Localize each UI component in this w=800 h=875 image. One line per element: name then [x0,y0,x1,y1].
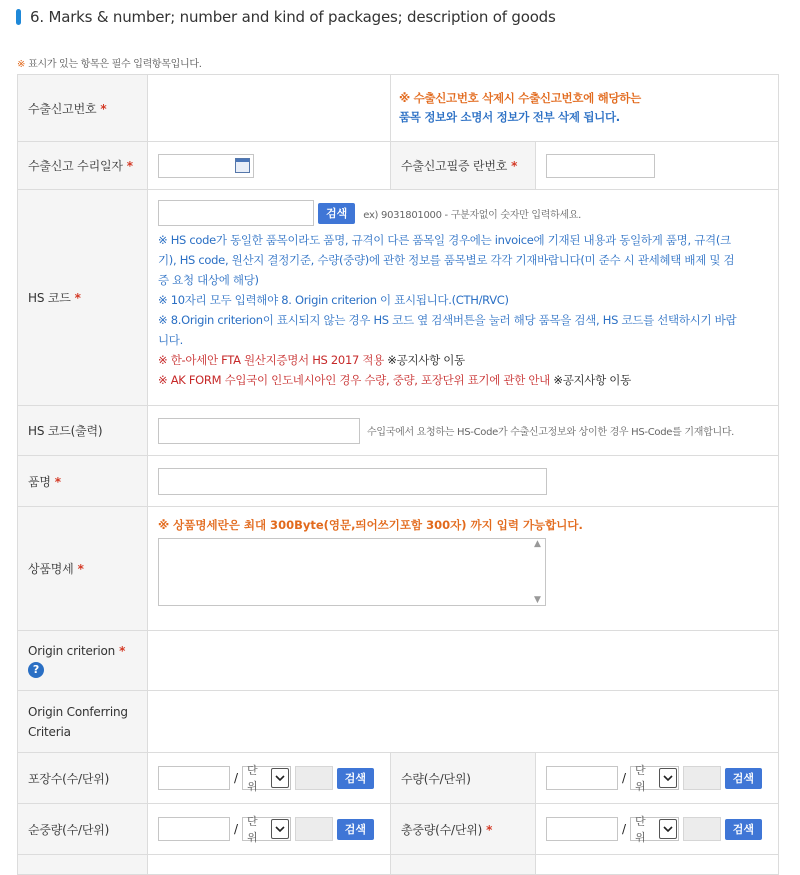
row-description [18,507,779,631]
label-origin-criterion: Origin criterion * ? [18,631,148,691]
chevron-down-icon [275,826,285,832]
hs-code-input[interactable] [158,200,314,226]
required-note-text: 표시가 있는 항목은 필수 입력항목입니다. [28,59,202,70]
row-origin-criterion [18,631,779,691]
label-hs-code: HS 코드 * [18,190,148,406]
help-icon[interactable]: ? [28,662,44,678]
description-cell [148,507,779,631]
quantity-search-button[interactable]: 검색 [725,768,762,789]
hs-note-1: ※ HS code가 동일한 품목이라도 품명, 규격이 다른 품목일 경우에는 invoice에 기재된 내용과 동일하게 품명, 규격(크 [158,233,731,247]
label-origin-conferring: Origin Conferring Criteria [18,691,148,753]
item-no-input[interactable] [546,154,655,178]
label-packages: 포장수(수/단위) [18,753,148,804]
row-accept-date [18,142,779,190]
required-note [17,55,202,70]
chevron-down-icon [663,826,673,832]
label-description: 상품명세 * [18,507,148,631]
export-no-note-1: ※ 수출신고번호 삭제시 수출신고번호에 해당하는 [399,91,641,105]
item-name-input[interactable] [158,468,547,495]
chevron-down-icon [275,775,285,781]
net-weight-input[interactable] [158,817,230,841]
net-weight-cell: / 단위 검색 [148,804,391,855]
gross-weight-unit-select[interactable]: 단위 [630,817,679,841]
label-next-partial [18,855,148,875]
packages-search-button[interactable]: 검색 [337,768,374,789]
row-next-partial [18,855,779,875]
gross-weight-input[interactable] [546,817,618,841]
scroll-up-icon[interactable]: ▲ [534,539,541,549]
packages-cell: / 단위 검색 [148,753,391,804]
label-quantity: 수량(수/단위) [391,753,536,804]
export-no-notice [391,75,779,142]
label-net-weight: 순중량(수/단위) [18,804,148,855]
section-title [16,6,556,28]
net-weight-unit-code [295,817,333,841]
gross-weight-unit-code [683,817,721,841]
hs-code-example: ex) 9031801000 - 구분자없이 숫자만 입력하세요. [363,209,582,221]
goods-form-table [17,74,779,875]
hs-red-note-1: ※ 한-아세안 FTA 원산지증명서 HS 2017 적용 ※공지사항 이동 [158,353,465,367]
hs-note-6: 니다. [158,333,183,347]
export-no-note-2: 품목 정보와 소명서 정보가 전부 삭제 됩니다. [399,110,620,124]
hs-note-3: 증 요청 대상에 해당) [158,273,259,287]
description-notice: ※ 상품명세란은 최대 300Byte(영문,띄어쓰기포함 300자) 까지 입력 가능합니다. [158,518,583,532]
label-export-no: 수출신고번호 * [18,75,148,142]
gross-weight-cell: / 단위 검색 [536,804,779,855]
gross-weight-search-button[interactable]: 검색 [725,819,762,840]
label-item-no: 수출신고필증 란번호 * [391,142,536,190]
quantity-count-input[interactable] [546,766,618,790]
hs-code-cell [148,190,779,406]
hs-code-print-input[interactable] [158,418,360,444]
hs-red-note-2: ※ AK FORM 수입국이 인도네시아인 경우 수량, 중량, 포장단위 표기에 관한 안내 ※공지사항 이동 [158,373,631,387]
row-item-name [18,456,779,507]
scroll-down-icon[interactable]: ▼ [534,595,541,605]
notice-link-2[interactable]: ※공지사항 이동 [550,373,631,387]
section-title-text: 6. Marks & number; number and kind of packages; description of goods [30,8,556,26]
section-marker-icon [16,9,21,25]
accept-date-cell [148,142,391,190]
packages-unit-select[interactable]: 단위 [242,766,291,790]
net-weight-unit-select[interactable]: 단위 [242,817,291,841]
chevron-down-icon [663,775,673,781]
net-weight-search-button[interactable]: 검색 [337,819,374,840]
row-packages-quantity [18,753,779,804]
origin-conferring-value [148,691,779,753]
row-weights [18,804,779,855]
hs-note-2: 기), HS code, 원산지 결정기준, 수량(중량)에 관한 정보를 품목별로 각각 기재바랍니다(미 준수 시 관세혜택 배제 및 검 [158,253,735,267]
hs-note-4: ※ 10자리 모두 입력해야 8. Origin criterion 이 표시됩니다.(CTH/RVC) [158,293,509,307]
item-no-cell [536,142,779,190]
notice-link-1[interactable]: ※공지사항 이동 [383,353,465,367]
hs-note-5: ※ 8.Origin criterion이 표시되지 않는 경우 HS 코드 옆 검색버튼을 눌러 해당 품목을 검색, HS 코드를 선택하시기 바랍 [158,313,737,327]
hs-code-print-cell [148,406,779,456]
row-hs-code [18,190,779,406]
accept-date-input[interactable] [158,154,254,178]
description-textarea[interactable] [158,538,546,606]
label-accept-date: 수출신고 수리일자 * [18,142,148,190]
row-origin-conferring [18,691,779,753]
quantity-unit-select[interactable]: 단위 [630,766,679,790]
hs-code-print-hint: 수입국에서 요청하는 HS-Code가 수출신고정보와 상이한 경우 HS-Code를 기재합니다. [367,427,735,438]
textarea-scrollbar[interactable] [530,539,545,605]
label-item-name: 품명 * [18,456,148,507]
quantity-unit-code [683,766,721,790]
quantity-cell: / 단위 검색 [536,753,779,804]
calendar-icon[interactable] [235,158,250,173]
label-hs-code-print: HS 코드(출력) [18,406,148,456]
required-mark-icon: ※ [17,59,26,70]
origin-criterion-value [148,631,779,691]
packages-count-input[interactable] [158,766,230,790]
hs-code-search-button[interactable]: 검색 [318,203,355,224]
export-no-value [148,75,391,142]
item-name-cell [148,456,779,507]
label-gross-weight: 총중량(수/단위) * [391,804,536,855]
row-export-no [18,75,779,142]
packages-unit-code [295,766,333,790]
row-hs-code-print [18,406,779,456]
